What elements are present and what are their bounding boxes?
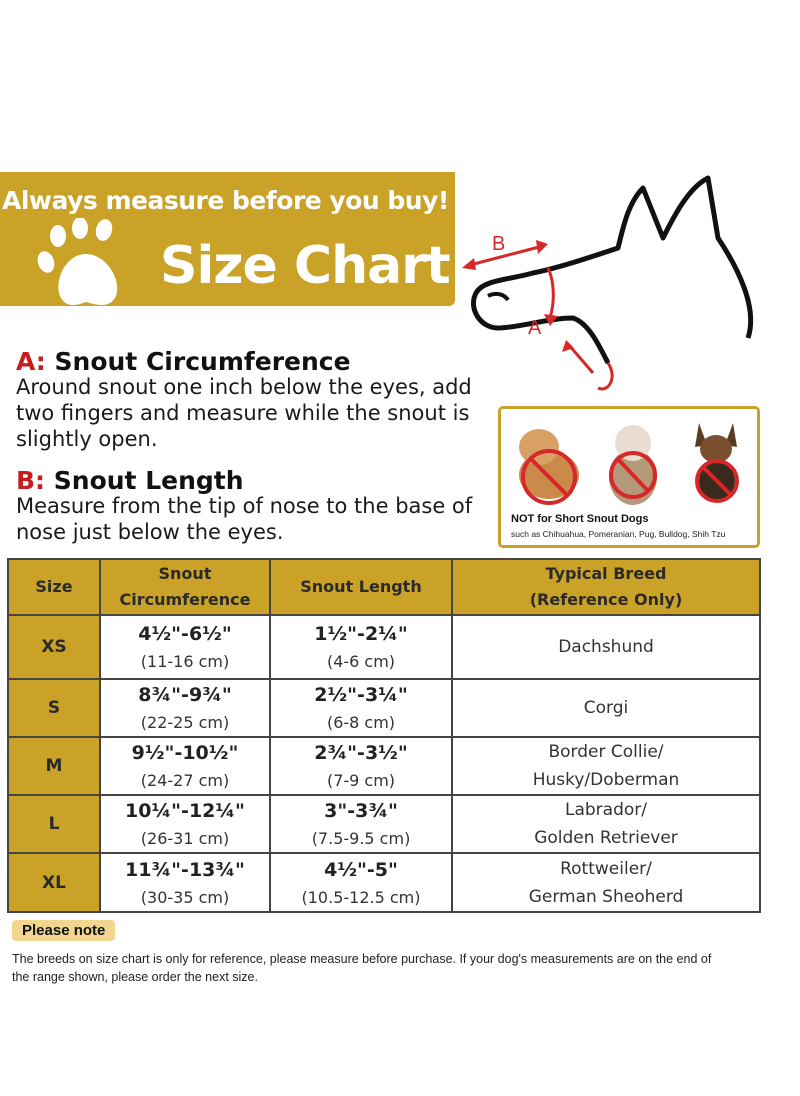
label-a: A [528, 317, 542, 339]
page-title: Size Chart [160, 236, 450, 296]
breed-cell [452, 737, 760, 795]
table-row [8, 795, 760, 853]
banner-tagline: Always measure before you buy! [2, 186, 449, 215]
len-inches: 1½"-2¼" [314, 623, 408, 645]
chihuahua-icon [677, 415, 755, 509]
size-table [7, 558, 761, 913]
circ-cm: (11-16 cm) [140, 652, 230, 671]
please-note-text: The breeds on size chart is only for reference, please measure before purchase. If your dog's measurements are on the end of the range shown, please order the next size. [12, 952, 712, 984]
length-cell [270, 679, 452, 737]
len-cm: (10.5-12.5 cm) [301, 887, 421, 907]
circ-cm: (26-31 cm) [140, 829, 230, 848]
header-size: Size [8, 559, 100, 615]
circumference-cell [100, 853, 270, 912]
not-for-subtitle: such as Chihuahua, Pomeranian, Pug, Bulldog, Shih Tzu [511, 529, 726, 539]
len-cm: (7-9 cm) [326, 771, 396, 790]
shih-tzu-icon [593, 415, 671, 509]
circ-inches: 9½"-10½" [131, 742, 239, 764]
breed-line-1: Labrador/ [565, 800, 647, 820]
circumference-cell [100, 679, 270, 737]
section-a-body: Around snout one inch below the eyes, add two fingers and measure while the snout is slightly open. [16, 375, 472, 451]
not-for-title: NOT for Short Snout Dogs [511, 513, 649, 525]
table-row [8, 737, 760, 795]
size-cell: XS [8, 615, 100, 679]
section-b-title [16, 466, 244, 495]
len-inches: 2¾"-3½" [314, 742, 408, 764]
please-note-label: Please note [12, 920, 115, 941]
circ-cm: (24-27 cm) [140, 771, 230, 790]
len-cm: (4-6 cm) [326, 652, 396, 671]
dog-snout-diagram [458, 168, 778, 408]
section-b-heading: Snout Length [53, 466, 244, 495]
length-cell [270, 615, 452, 679]
label-b: B [492, 233, 506, 255]
len-cm: (6-8 cm) [326, 713, 396, 732]
circumference-cell [100, 737, 270, 795]
section-a-title [16, 347, 351, 376]
section-a-heading: Snout Circumference [54, 347, 351, 376]
header-snout-circumference [100, 559, 270, 615]
size-cell: XL [8, 853, 100, 912]
circumference-cell [100, 615, 270, 679]
circ-cm: (22-25 cm) [140, 713, 230, 732]
breed-line-2: Husky/Doberman [532, 770, 680, 790]
section-b-letter: B: [16, 466, 46, 495]
breed-line-1: Rottweiler/ [560, 858, 652, 879]
length-cell [270, 853, 452, 912]
section-a-letter: A: [16, 347, 46, 376]
bulldog-icon [509, 415, 587, 509]
breed-cell [452, 795, 760, 853]
table-row [8, 615, 760, 679]
table-header-row [8, 559, 760, 615]
circ-inches: 11¾"-13¾" [125, 858, 245, 881]
section-b-body: Measure from the tip of nose to the base of nose just below the eyes. [16, 494, 473, 544]
paw-icon [36, 218, 136, 314]
length-cell [270, 795, 452, 853]
header-circumference: Circumference [119, 590, 251, 609]
breed-line-1: Border Collie/ [548, 742, 664, 762]
circumference-cell [100, 795, 270, 853]
breed-cell [452, 853, 760, 912]
size-cell: L [8, 795, 100, 853]
circ-inches: 4½"-6½" [138, 623, 232, 645]
circ-cm: (30-35 cm) [140, 887, 230, 907]
len-inches: 4½"-5" [324, 858, 398, 881]
breed-cell [452, 679, 760, 737]
short-snout-warning [498, 406, 760, 548]
breed-line-1: Corgi [583, 698, 629, 718]
breed-cell [452, 615, 760, 679]
breed-line-1: Dachshund [558, 637, 654, 657]
size-cell: S [8, 679, 100, 737]
breed-line-2: Golden Retriever [534, 828, 678, 848]
header-snout: Snout [158, 564, 212, 583]
circ-inches: 8¾"-9¾" [138, 684, 232, 706]
header-breed: Typical Breed [545, 564, 667, 583]
header-reference-only: (Reference Only) [529, 590, 683, 609]
length-cell [270, 737, 452, 795]
len-inches: 2½"-3¼" [314, 684, 408, 706]
table-row [8, 853, 760, 912]
len-cm: (7.5-9.5 cm) [311, 829, 411, 848]
size-cell: M [8, 737, 100, 795]
circ-inches: 10¼"-12¼" [125, 800, 245, 822]
header-snout-length: Snout Length [270, 559, 452, 615]
len-inches: 3"-3¾" [324, 800, 398, 822]
table-row [8, 679, 760, 737]
header-typical-breed [452, 559, 760, 615]
breed-line-2: German Sheoherd [528, 886, 684, 907]
